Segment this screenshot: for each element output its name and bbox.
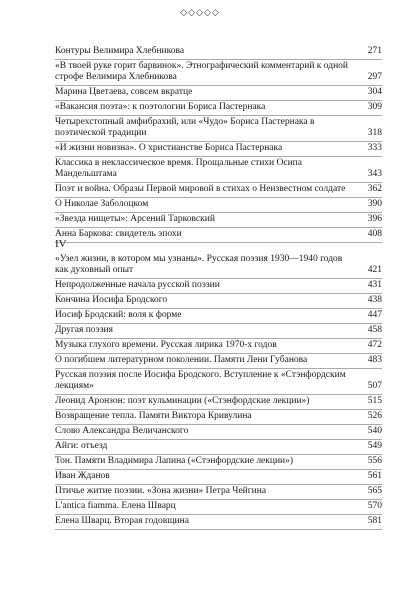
toc-entry-page: 362 (367, 184, 382, 194)
toc-section-3 (0, 45, 400, 243)
toc-entry-title: «Узел жизни, в котором мы узнаны». Русская поэзия 1930—1940 годов как духовный опыт (55, 254, 343, 275)
toc-entry (55, 86, 382, 101)
toc-entry (55, 395, 382, 410)
toc-entry-page: 318 (367, 128, 382, 138)
toc-entry (55, 324, 382, 339)
toc-entry-page: 421 (367, 265, 382, 275)
toc-entry (55, 45, 382, 60)
toc-entry-title: О погибшем литературном поколении. Памяти Лени Губанова (55, 355, 308, 365)
toc-entry-page: 526 (367, 411, 382, 421)
toc-entry (55, 157, 382, 183)
toc-entry-page: 507 (367, 381, 382, 391)
toc-section-4 (0, 253, 400, 530)
toc-entry-title: Слово Александра Величанского (55, 426, 189, 436)
toc-entry-title: Кончина Иосифа Бродского (55, 295, 168, 305)
toc-entry-title: О Николае Заболоцком (55, 199, 149, 209)
toc-entry-page: 390 (367, 199, 382, 209)
toc-entry-page: 396 (367, 214, 382, 224)
toc-entry-page: 556 (367, 456, 382, 466)
toc-entry (55, 339, 382, 354)
toc-entry (55, 455, 382, 470)
toc-entry-title: Русская поэзия после Иосифа Бродского. Вступление к «Стэнфордским лекциям» (55, 370, 346, 391)
toc-entry (55, 116, 382, 142)
toc-entry (55, 369, 382, 395)
toc-entry-page: 565 (367, 486, 382, 496)
toc-entry (55, 228, 382, 243)
toc-entry (55, 142, 382, 157)
toc-entry-page: 515 (367, 396, 382, 406)
toc-entry-page: 472 (367, 340, 382, 350)
toc-entry (55, 101, 382, 116)
toc-entry-page: 581 (367, 516, 382, 526)
toc-entry-title: Другая поэзия (55, 325, 113, 335)
toc-entry-title: Марина Цветаева, совсем вкратце (55, 87, 193, 97)
toc-entry-title: «Вакансия поэта»: к поэтологии Бориса Пастернака (55, 102, 266, 112)
toc-entry-title: Четырехстопный амфибрахий, или «Чудо» Бориса Пастернака в поэтической традиции (55, 117, 315, 138)
toc-entry (55, 515, 382, 530)
toc-entry-page: 343 (367, 169, 382, 179)
toc-entry-page: 304 (367, 87, 382, 97)
toc-entry-title: Леонид Аронзон: поэт кульминации («Стэнфордские лекции») (55, 396, 310, 406)
toc-entry-title: «В твоей руке горит барвинок». Этнографический комментарий к одной строфе Велимира Хлебникова (55, 61, 348, 82)
toc-entry-title: Иван Жданов (55, 471, 110, 481)
toc-entry-page: 438 (367, 295, 382, 305)
toc-entry-title: Возвращение тепла. Памяти Виктора Кривулина (55, 411, 252, 421)
toc-entry-page: 570 (367, 501, 382, 511)
toc-entry (55, 410, 382, 425)
toc-entry (55, 294, 382, 309)
section-numeral: IV (55, 238, 67, 250)
toc-entry-title: Классика в неклассическое время. Прощальные стихи Осипа Мандельштама (55, 158, 302, 179)
toc-entry-page: 271 (367, 46, 382, 56)
toc-entry-page: 561 (367, 471, 382, 481)
toc-entry (55, 485, 382, 500)
header-ornament: ◇◇◇◇◇ (180, 7, 220, 17)
toc-entry-title: Анна Баркова: свидетель эпохи (55, 229, 182, 239)
toc-entry-title: Музыка глухого времени. Русская лирика 1970-х годов (55, 340, 277, 350)
toc-entry-page: 408 (367, 229, 382, 239)
toc-entry-page: 297 (367, 72, 382, 82)
toc-entry-title: Непродолженные начала русской поэзии (55, 280, 220, 290)
toc-entry-page: 447 (367, 310, 382, 320)
toc-entry-title: Контуры Велимира Хлебникова (55, 46, 185, 56)
toc-entry (55, 183, 382, 198)
toc-entry-page: 483 (367, 355, 382, 365)
toc-entry-page: 309 (367, 102, 382, 112)
toc-entry-title: Иосиф Бродский: воля к форме (55, 310, 182, 320)
toc-entry (55, 470, 382, 485)
toc-entry-page: 549 (367, 441, 382, 451)
toc-entry-page: 431 (367, 280, 382, 290)
toc-entry-title: «Звезда нищеты»: Арсений Тарковский (55, 214, 215, 224)
toc-entry (55, 425, 382, 440)
toc-entry-title: Поэт и война. Образы Первой мировой в стихах о Неизвестном солдате (55, 184, 346, 194)
toc-entry-page: 540 (367, 426, 382, 436)
toc-entry-page: 333 (367, 143, 382, 153)
toc-entry (55, 213, 382, 228)
toc-entry-title: Тон. Памяти Владимира Лапина («Стэнфордские лекции») (55, 456, 294, 466)
toc-entry (55, 500, 382, 515)
toc-entry (55, 279, 382, 294)
toc-entry-title: L'antica fiamma. Елена Шварц (55, 501, 176, 511)
toc-entry-title: Айги: отъезд (55, 441, 108, 451)
toc-entry-title: Елена Шварц. Вторая годовщина (55, 516, 189, 526)
toc-entry (55, 440, 382, 455)
toc-entry-title: Птичье житие поэзии. «Зона жизни» Петра Чейгина (55, 486, 267, 496)
toc-entry (55, 253, 382, 279)
toc-entry-title: «И жизни новизна». О христианстве Бориса Пастернака (55, 143, 283, 153)
toc-entry (55, 354, 382, 369)
toc-entry (55, 309, 382, 324)
toc-entry (55, 60, 382, 86)
toc-entry-page: 458 (367, 325, 382, 335)
toc-entry (55, 198, 382, 213)
